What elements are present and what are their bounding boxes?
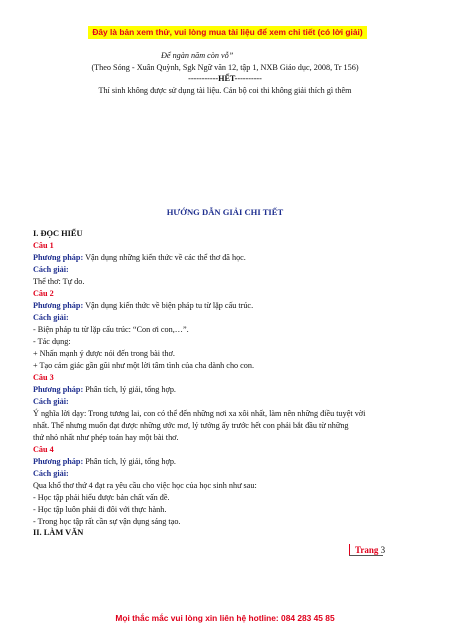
question-3-answer-line: thứ nhỏ nhất như phép toán hay một bài thơ. [33, 433, 179, 442]
poem-title: Để ngàn năm còn vỗ” [161, 51, 234, 60]
question-4-answer-line: Qua khổ thơ thứ 4 đạt ra yêu cầu cho việc học của học sinh như sau: [33, 481, 257, 490]
question-4-answer-line: - Học tập luôn phải đi đôi với thực hành. [33, 505, 167, 514]
question-4-answer-line: - Trong học tập rất cần sự vận dụng sáng tạo. [33, 517, 181, 526]
section-writing: II. LÀM VĂN [33, 528, 84, 537]
method-text: Vận dụng kiến thức về biện pháp tu từ lặp cấu trúc. [83, 301, 254, 310]
question-1-label: Câu 1 [33, 241, 54, 250]
preview-banner: Đây là bản xem thử, vui lòng mua tài liệu để xem chi tiết (có lời giải) [88, 26, 367, 39]
question-2-solution-label: Cách giải: [33, 313, 69, 322]
question-1-solution-label: Cách giải: [33, 265, 69, 274]
question-3-method [33, 384, 176, 395]
question-2-method [33, 300, 253, 311]
question-4-answer-line: - Học tập phải hiểu được bản chất vấn đề. [33, 493, 170, 502]
method-text: Vận dụng những kiến thức về các thể thơ đã học. [83, 253, 246, 262]
question-2-answer-line: - Tác dụng: [33, 337, 71, 346]
page-label: Trang [355, 545, 379, 555]
question-3-answer-line: nhất. Thế nhưng muốn đạt được những ước mơ, lý tưởng ấy trước hết con phải bắt đầu từ những [33, 421, 349, 430]
question-1-method [33, 252, 246, 263]
question-4-label: Câu 4 [33, 445, 54, 454]
method-label: Phương pháp: [33, 301, 84, 310]
method-text: Phân tích, lý giải, tổng hợp. [83, 457, 176, 466]
question-3-answer-line: Ý nghĩa lời dạy: Trong tương lai, con có thể đến những nơi xa xôi nhất, làm nên những điều tuyệt vời [33, 409, 366, 418]
question-2-answer-line: + Tạo cảm giác gần gũi như một lời tâm tình của cha dành cho con. [33, 361, 255, 370]
question-4-solution-label: Cách giải: [33, 469, 69, 478]
main-title: HƯỚNG DẪN GIẢI CHI TIẾT [166, 207, 284, 217]
source-citation: (Theo Sóng - Xuân Quỳnh, Sgk Ngữ văn 12, tập 1, NXB Giáo dục, 2008, Tr 156) [91, 63, 359, 72]
page-value: 3 [380, 545, 386, 555]
method-label: Phương pháp: [33, 385, 84, 394]
question-2-answer-line: + Nhấn mạnh ý được nói đến trong bài thơ. [33, 349, 175, 358]
page-number-underline [349, 555, 383, 556]
question-4-method [33, 456, 176, 467]
method-label: Phương pháp: [33, 253, 84, 262]
section-reading: I. ĐỌC HIỂU [33, 229, 83, 238]
question-2-label: Câu 2 [33, 289, 54, 298]
question-3-solution-label: Cách giải: [33, 397, 69, 406]
question-1-answer: Thể thơ: Tự do. [33, 277, 85, 286]
exam-note: Thí sinh không được sử dụng tài liệu. Cán bộ coi thi không giải thích gì thêm [98, 86, 352, 95]
hotline-footer: Mọi thắc mắc vui lòng xin liên hệ hotline: 084 283 45 85 [115, 613, 335, 623]
method-text: Phân tích, lý giải, tổng hợp. [83, 385, 176, 394]
method-label: Phương pháp: [33, 457, 84, 466]
question-3-label: Câu 3 [33, 373, 54, 382]
question-2-answer-line: - Biện pháp tu từ lặp cấu trúc: “Con ơi con,…”. [33, 325, 189, 334]
end-marker: -----------HẾT---------- [188, 74, 262, 83]
